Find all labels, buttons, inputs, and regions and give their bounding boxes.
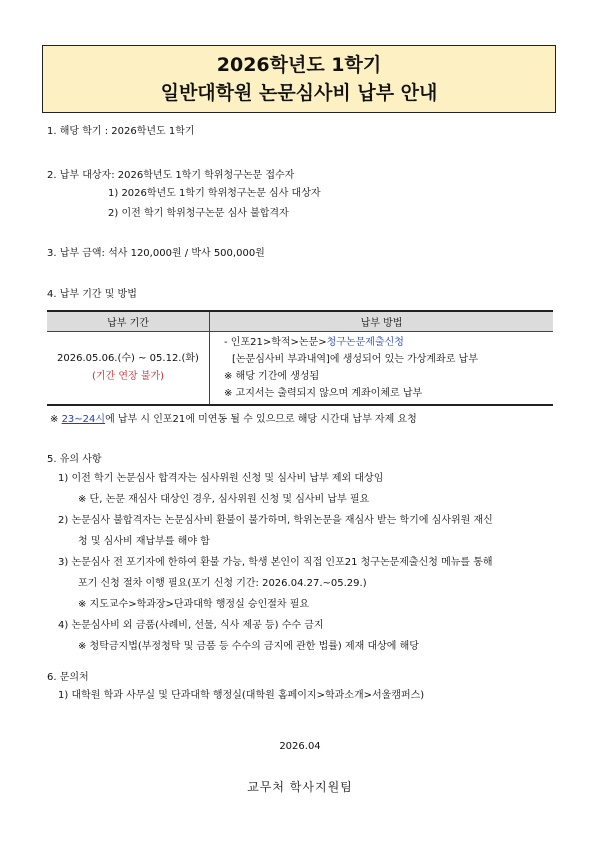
method-line-1 [210, 334, 553, 351]
section-5-item-4-note: ※ 청탁금지법(부정청탁 및 금품 등 수수의 금지에 관한 법률) 제재 대상에 해당 [78, 641, 419, 652]
payment-table [47, 310, 553, 406]
section-2-item-1: 1) 2026학년도 1학기 학위청구논문 심사 대상자 [108, 188, 321, 199]
title-box [42, 45, 556, 113]
period-cell [47, 332, 210, 406]
section-5-heading: 5. 유의 사항 [47, 454, 102, 465]
method-line-3: ※ 해당 기간에 생성됨 [224, 371, 320, 382]
section-5-item-2b: 청 및 심사비 재납부를 해야 함 [78, 536, 210, 547]
thesis-submission-link[interactable]: 청구논문제출신청 [326, 337, 404, 348]
footer-date: 2026.04 [279, 741, 321, 752]
section-1-term: 1. 해당 학기 : 2026학년도 1학기 [47, 126, 195, 137]
time-window: 23~24시 [61, 414, 106, 425]
title-line-1: 2026학년도 1학기 [216, 54, 382, 76]
col-header-period: 납부 기간 [47, 311, 210, 332]
section-5-item-3a: 3) 논문심사 전 포기자에 한하여 환불 가능, 학생 본인이 직접 인포21 청구논문제출신청 메뉴를 통해 [58, 557, 493, 568]
section-5-item-3-note: ※ 지도교수>학과장>단과대학 행정실 승인절차 필요 [78, 599, 310, 610]
method-line-2: [논문심사비 부과내역]에 생성되어 있는 가상계좌로 납부 [232, 354, 478, 365]
section-4-heading: 4. 납부 기간 및 방법 [47, 289, 137, 300]
col-header-method: 납부 방법 [210, 311, 554, 332]
note-text: 에 납부 시 인포21에 미연동 될 수 있으므로 해당 시간대 납부 자제 요청 [105, 414, 417, 425]
table-row [47, 332, 553, 406]
table-header-row [47, 311, 553, 332]
section-3-amount: 3. 납부 금액: 석사 120,000원 / 박사 500,000원 [47, 248, 265, 259]
period-no-extension: (기간 연장 불가) [91, 371, 165, 382]
section-5-item-1: 1) 이전 학기 논문심사 합격자는 심사위원 신청 및 심사비 납부 제외 대상임 [58, 473, 384, 484]
section-2-heading: 2. 납부 대상자: 2026학년도 1학기 학위청구논문 접수자 [47, 170, 295, 181]
section-5-item-4: 4) 논문심사비 외 금품(사례비, 선물, 식사 제공 등) 수수 금지 [58, 620, 324, 631]
menu-path: - 인포21>학적>논문> [224, 337, 327, 348]
payment-period: 2026.05.06.(수) ~ 05.12.(화) [57, 353, 199, 364]
title-line-2: 일반대학원 논문심사비 납부 안내 [160, 82, 438, 104]
section-6-heading: 6. 문의처 [47, 672, 89, 683]
section-5-item-2a: 2) 논문심사 불합격자는 논문심사비 환불이 불가하며, 학위논문을 재심사 받는 학기에 심사위원 재신 [58, 515, 493, 526]
section-2-item-2: 2) 이전 학기 학위청구논문 심사 불합격자 [108, 208, 289, 219]
section-5-item-3b: 포기 신청 절차 이행 필요(포기 신청 기간: 2026.04.27.~05.29.) [78, 578, 367, 589]
section-6-item-1: 1) 대학원 학과 사무실 및 단과대학 행정실(대학원 홈페이지>학과소개>서울캠퍼스) [58, 690, 425, 701]
method-line-4: ※ 고지서는 출력되지 않으며 계좌이체로 납부 [224, 388, 423, 399]
section-5-item-1-note: ※ 단, 논문 재심사 대상인 경우, 심사위원 신청 및 심사비 납부 필요 [78, 494, 370, 505]
note-mark: ※ [50, 414, 62, 425]
method-cell [210, 332, 554, 406]
section-4-note [50, 413, 417, 427]
footer-team: 교무처 학사지원팀 [247, 780, 353, 794]
